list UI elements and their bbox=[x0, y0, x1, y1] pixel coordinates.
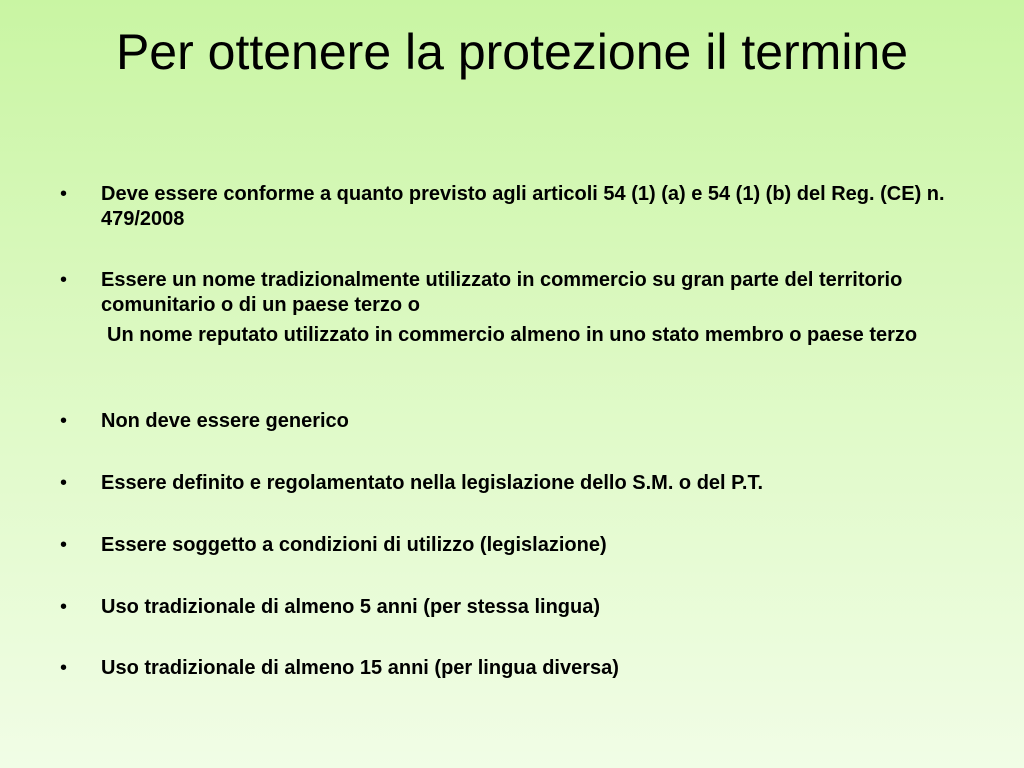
bullet-item bbox=[60, 182, 960, 232]
bullet-marker: • bbox=[60, 183, 68, 205]
bullet-item bbox=[60, 533, 960, 558]
bullet-text: Uso tradizionale di almeno 15 anni (per lingua diversa) bbox=[101, 657, 619, 679]
bullet-marker: • bbox=[60, 596, 68, 618]
slide-title: Per ottenere la protezione il termine bbox=[115, 24, 909, 80]
bullet-text: Essere definito e regolamentato nella legislazione dello S.M. o del P.T. bbox=[101, 472, 764, 494]
bullet-text: Deve essere conforme a quanto previsto agli articoli 54 (1) (a) e 54 (1) (b) del Reg. (CE) n. 479/2008 bbox=[101, 183, 945, 230]
bullet-marker: • bbox=[60, 657, 68, 679]
bullet-text: Non deve essere generico bbox=[101, 410, 349, 432]
bullet-marker: • bbox=[60, 534, 68, 556]
bullet-text: Essere soggetto a condizioni di utilizzo (legislazione) bbox=[101, 534, 607, 556]
bullet-continuation bbox=[101, 323, 961, 348]
bullet-text: Uso tradizionale di almeno 5 anni (per stessa lingua) bbox=[101, 596, 601, 618]
bullet-item bbox=[60, 595, 960, 620]
bullet-text: Essere un nome tradizionalmente utilizzato in commercio su gran parte del territorio comunitario o di un paese terzo o bbox=[101, 269, 903, 316]
bullet-marker: • bbox=[60, 410, 68, 432]
bullet-item bbox=[60, 268, 960, 318]
bullet-item bbox=[60, 471, 960, 496]
bullet-item bbox=[60, 656, 960, 681]
bullet-marker: • bbox=[60, 472, 68, 494]
bullet-item bbox=[60, 409, 960, 434]
bullet-marker: • bbox=[60, 269, 68, 291]
continuation-text: Un nome reputato utilizzato in commercio almeno in uno stato membro o paese terzo bbox=[107, 324, 918, 346]
